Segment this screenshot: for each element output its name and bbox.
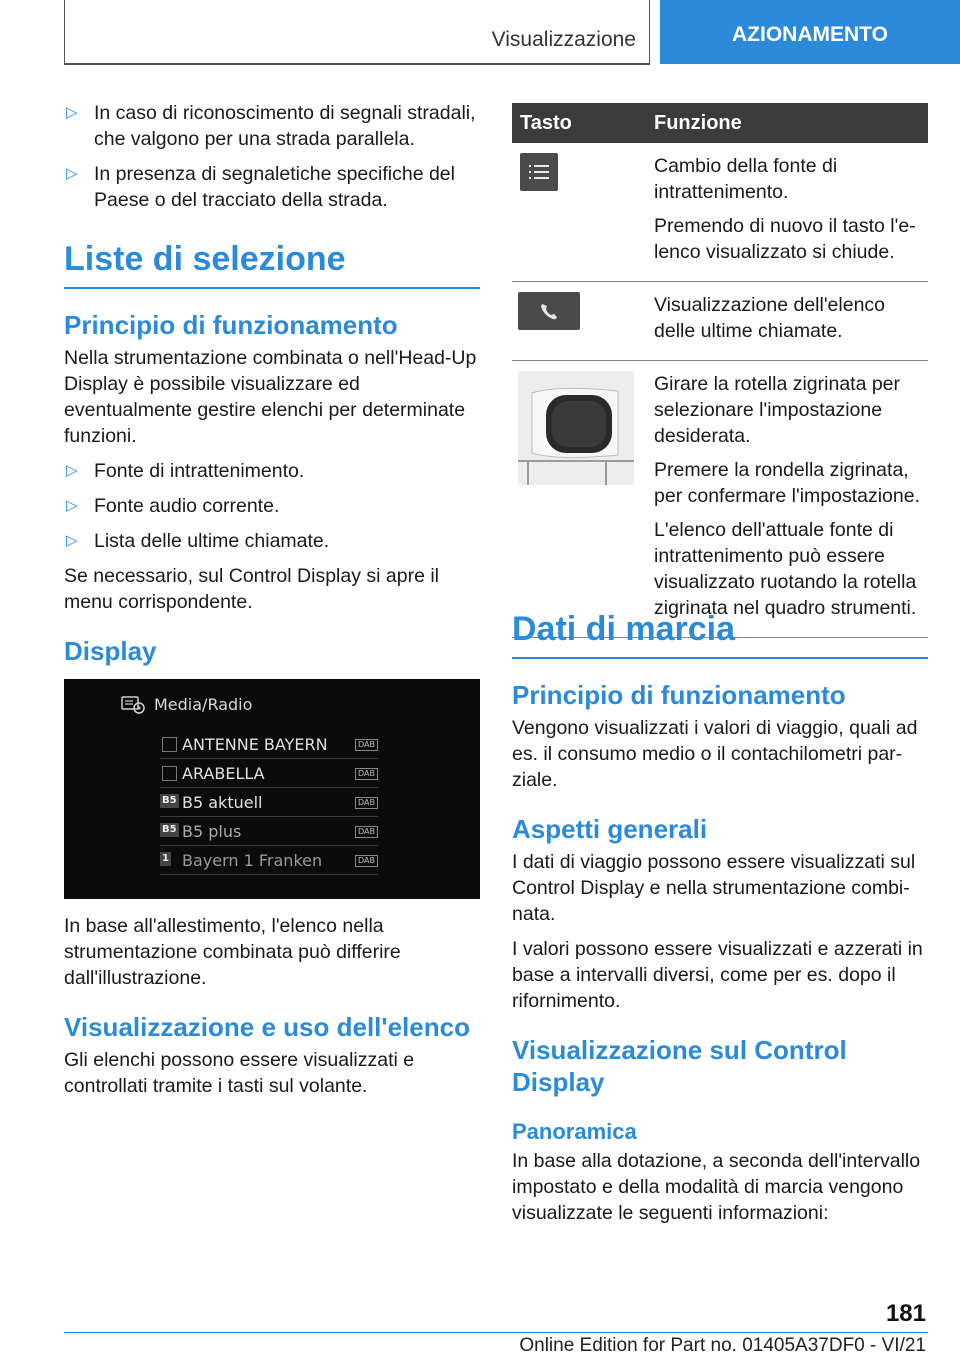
- paragraph-aspetti-2: I valori possono essere visualizzati e azzerati in base a intervalli diversi, come per es. dopo il rifornimento.: [512, 938, 923, 1012]
- list-item: ANTENNE BAYERN DAB: [160, 731, 378, 759]
- paragraph-panoramica: In base alla dotazione, a seconda dell'intervallo impostato e della modalità di marcia vengono visualizzate le seguenti informazioni:: [512, 1150, 921, 1224]
- header-bottom-rule: [64, 63, 650, 65]
- heading-principio-di-funzionamento-2: Principio di funzionamento: [512, 680, 846, 710]
- table-row: Visualizzazione dell'elenco delle ultime chiamate.: [512, 282, 928, 361]
- media-radio-icon: [120, 693, 146, 715]
- heading-dati-di-marcia: Dati di marcia: [512, 607, 928, 659]
- footer-edition: Online Edition for Part no. 01405A37DF0 - VI/21: [519, 1335, 926, 1356]
- heading-visualizzazione-control-display: Visualizzazione sul Control Display: [512, 1035, 847, 1097]
- paragraph-aspetti-1: I dati di viaggio possono essere visualizzati sul Control Display e nella strumentazione combinata.: [512, 851, 916, 925]
- column-header-tasto: Tasto: [512, 103, 646, 143]
- triangle-bullet-icon: ▷: [66, 462, 78, 479]
- footer-rule: [64, 1332, 928, 1333]
- list-item: ▷ Lista delle ultime chiamate.: [66, 530, 330, 552]
- station-logo: B5: [162, 824, 177, 835]
- thumbwheel-icon: [518, 371, 634, 485]
- heading-aspetti-generali: Aspetti generali: [512, 814, 708, 844]
- left-column: [64, 100, 480, 1108]
- station-logo: 1: [162, 853, 169, 864]
- screen-title: Media/Radio: [154, 695, 253, 714]
- triangle-bullet-icon: ▷: [66, 104, 78, 121]
- display-caption: In base all'allestimento, l'elenco nella strumentazione combinata può differire dall'illustrazione.: [64, 915, 401, 989]
- right-column: [512, 583, 928, 1235]
- column-header-funzione: Funzione: [646, 103, 928, 143]
- header-separator: [649, 0, 650, 64]
- header-chapter-tab[interactable]: AZIONAMENTO: [660, 0, 960, 64]
- page-number: 181: [885, 1300, 926, 1327]
- heading-visualizzazione-e-uso: Visualizzazione e uso dell'elenco: [64, 1012, 470, 1042]
- triangle-bullet-icon: ▷: [66, 165, 78, 182]
- list-item: ▷ Fonte audio corrente.: [66, 495, 280, 517]
- station-logo: B5: [162, 795, 177, 806]
- display-screenshot: [64, 679, 480, 899]
- checkbox-icon: [162, 766, 177, 781]
- heading-liste-di-selezione: Liste di selezione: [64, 237, 480, 289]
- list-item: B5 B5 plus DAB: [160, 818, 378, 846]
- triangle-bullet-icon: ▷: [66, 532, 78, 549]
- list-item: ARABELLA DAB: [160, 760, 378, 788]
- list-item: B5 B5 aktuell DAB: [160, 789, 378, 817]
- list-item: ▷ In caso di riconoscimento di segnali stradali, che valgono per una strada parallela.: [66, 102, 476, 150]
- phone-icon: [518, 292, 580, 330]
- paragraph-principio: Nella strumentazione combinata o nell'Head-Up Display è possibile visualizzare ed eventualmente gestire elenchi per determinate funzioni.: [64, 347, 477, 447]
- header-section-title: Visualizzazione: [491, 28, 636, 51]
- header-left-rule: [64, 0, 65, 64]
- table-row: Cambio della fonte di intrattenimento. Premendo di nuovo il tasto l'elenco visualizzato si chiude.: [512, 143, 928, 282]
- heading-principio-di-funzionamento: Principio di funzionamento: [64, 310, 398, 340]
- key-function-table: [512, 103, 928, 638]
- heading-panoramica: Panoramica: [512, 1119, 637, 1144]
- checkbox-icon: [162, 737, 177, 752]
- list-icon: [520, 153, 558, 191]
- paragraph-principio-note: Se necessario, sul Control Display si apre il menu corrispondente.: [64, 565, 439, 613]
- list-item: 1 Bayern 1 Franken DAB: [160, 847, 378, 875]
- table-row: Girare la rotella zigrinata per selezionare l'impostazione desiderata. Premere la rondella zigrinata, per confermare l'impostazione. L'elenco dell'attuale fonte di intrattenimento può essere visualizzato ruotando la rotella zigrinata nel quadro strumenti.: [512, 361, 928, 638]
- list-item: ▷ Fonte di intrattenimento.: [66, 460, 305, 482]
- triangle-bullet-icon: ▷: [66, 497, 78, 514]
- paragraph-uso: Gli elenchi possono essere visualizzati e controllati tramite i tasti sul volante.: [64, 1049, 415, 1097]
- paragraph-principio-dati: Vengono visualizzati i valori di viaggio, quali ad es. il consumo medio o il contachilometri parziale.: [512, 717, 918, 791]
- list-item: ▷ In presenza di segnaletiche specifiche del Paese o del tracciato della strada.: [66, 163, 455, 211]
- heading-display: Display: [64, 636, 157, 666]
